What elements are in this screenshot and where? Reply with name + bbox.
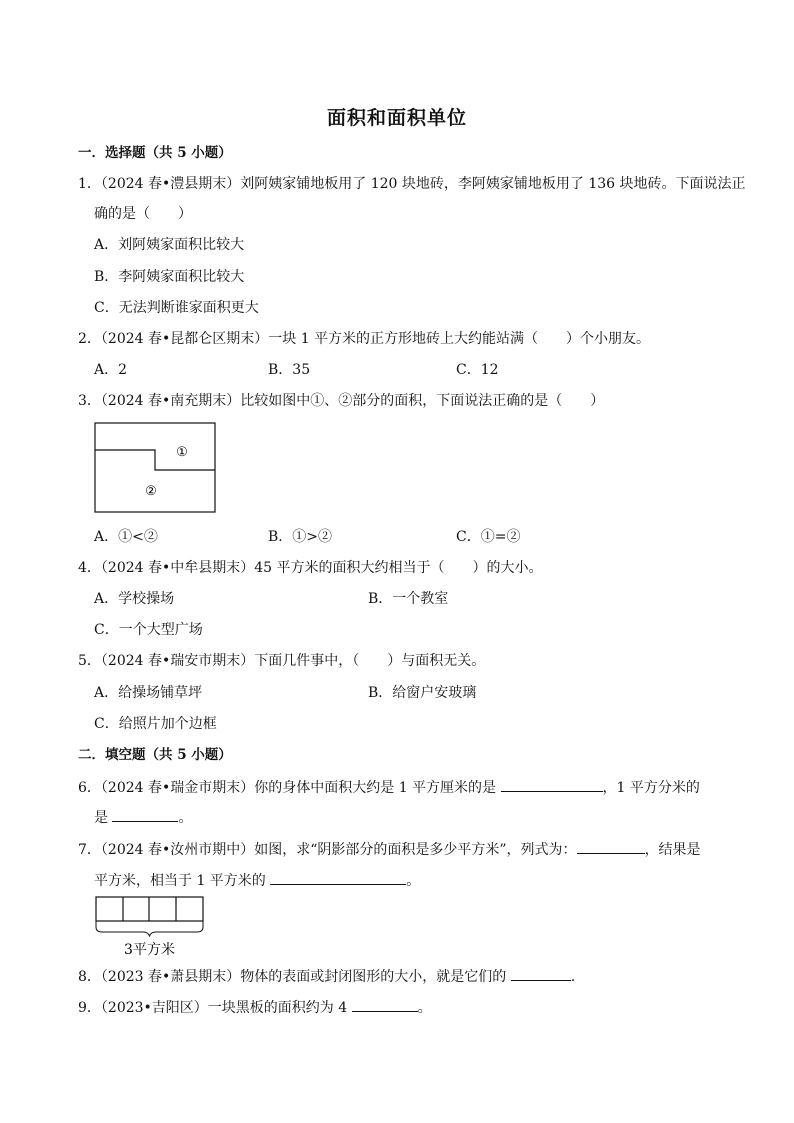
question-4-option-a: A．学校操场: [94, 591, 175, 607]
answer-blank[interactable]: [501, 777, 603, 792]
question-6-line-1: [78, 777, 700, 798]
question-8-text-2: .: [570, 969, 576, 985]
question-3-stem: 3．（2024 春•南充期末）比较如图中①、②部分的面积，下面说法正确的是（ ）: [78, 393, 605, 409]
answer-blank[interactable]: [352, 997, 418, 1012]
question-7-text-2: ，结果是: [644, 842, 701, 858]
figure-label-2: ②: [145, 484, 157, 499]
question-5-option-c: C．给照片加个边框: [94, 716, 217, 732]
question-5-stem: 5．（2024 春•瑞安市期末）下面几件事中，（ ）与面积无关。: [78, 653, 486, 669]
page-title: 面积和面积单位: [326, 107, 467, 129]
question-7-line-1: [78, 839, 701, 860]
question-3-figure: [94, 422, 218, 515]
question-1-stem-cont: 确的是（ ）: [94, 206, 192, 222]
question-7-text-1: 7．（2024 春•汝州市期中）如图，求“阴影部分的面积是多少平方米”，列式为：: [78, 842, 577, 858]
question-3-option-b: B．①>②: [268, 529, 333, 545]
question-2-option-a: A．2: [94, 362, 128, 378]
figure-caption: 3平方米: [124, 942, 175, 958]
question-2-option-b: B．35: [268, 362, 311, 378]
section-heading-fill: 二．填空题（共 5 小题）: [78, 747, 232, 763]
answer-blank[interactable]: [112, 807, 178, 822]
question-2-stem: 2．（2024 春•昆都仑区期末）一块 1 平方米的正方形地砖上大约能站满（ ）个小朋友。: [78, 331, 651, 347]
question-5-option-b: B．给窗户安玻璃: [368, 685, 477, 701]
answer-blank[interactable]: [577, 839, 645, 854]
figure-divider-line: [95, 450, 215, 470]
question-4-stem: 4．（2024 春•中牟县期末）45 平方米的面积大约相当于（ ）的大小。: [78, 560, 543, 576]
brace-icon: [96, 927, 203, 936]
figure-label-1: ①: [176, 445, 188, 460]
question-1-stem: 1．（2024 春•澧县期末）刘阿姨家铺地板用了 120 块地砖，李阿姨家铺地板用了 136 块地砖。下面说法正: [78, 176, 746, 192]
question-7-line-2: [94, 870, 420, 891]
question-6-text-1: 6．（2024 春•瑞金市期末）你的身体中面积大约是 1 平方厘米的是: [78, 780, 501, 796]
question-7-text-4: 。: [406, 873, 421, 889]
question-9-line: [78, 997, 432, 1018]
answer-blank[interactable]: [511, 966, 571, 981]
question-6-text-3: 是: [94, 810, 113, 826]
question-8-line: [78, 966, 575, 987]
question-9-text-2: 。: [417, 1000, 432, 1016]
question-2-option-c: C．12: [456, 362, 499, 378]
question-8-text-1: 8．（2023 春•萧县期末）物体的表面或封闭图形的大小，就是它们的: [78, 969, 511, 985]
question-1-option-b: B．李阿姨家面积比较大: [94, 269, 245, 285]
question-3-option-a: A．①<②: [94, 529, 158, 545]
question-4-option-c: C．一个大型广场: [94, 622, 203, 638]
question-3-option-c: C．①=②: [456, 529, 521, 545]
question-6-text-4: 。: [178, 810, 193, 826]
question-1-option-c: C．无法判断谁家面积更大: [94, 300, 259, 316]
section-heading-choice: 一．选择题（共 5 小题）: [78, 145, 232, 161]
question-7-figure: [90, 894, 208, 960]
question-4-option-b: B．一个教室: [368, 591, 449, 607]
question-9-text-1: 9．（2023•吉阳区）一块黑板的面积约为 4: [78, 1000, 352, 1016]
question-7-text-3: 平方米，相当于 1 平方米的: [94, 873, 271, 889]
question-6-line-2: [94, 807, 192, 828]
question-1-option-a: A．刘阿姨家面积比较大: [94, 237, 245, 253]
question-5-option-a: A．给操场铺草坪: [94, 685, 203, 701]
answer-blank[interactable]: [270, 870, 406, 885]
question-6-text-2: ，1 平方分米的: [602, 780, 700, 796]
